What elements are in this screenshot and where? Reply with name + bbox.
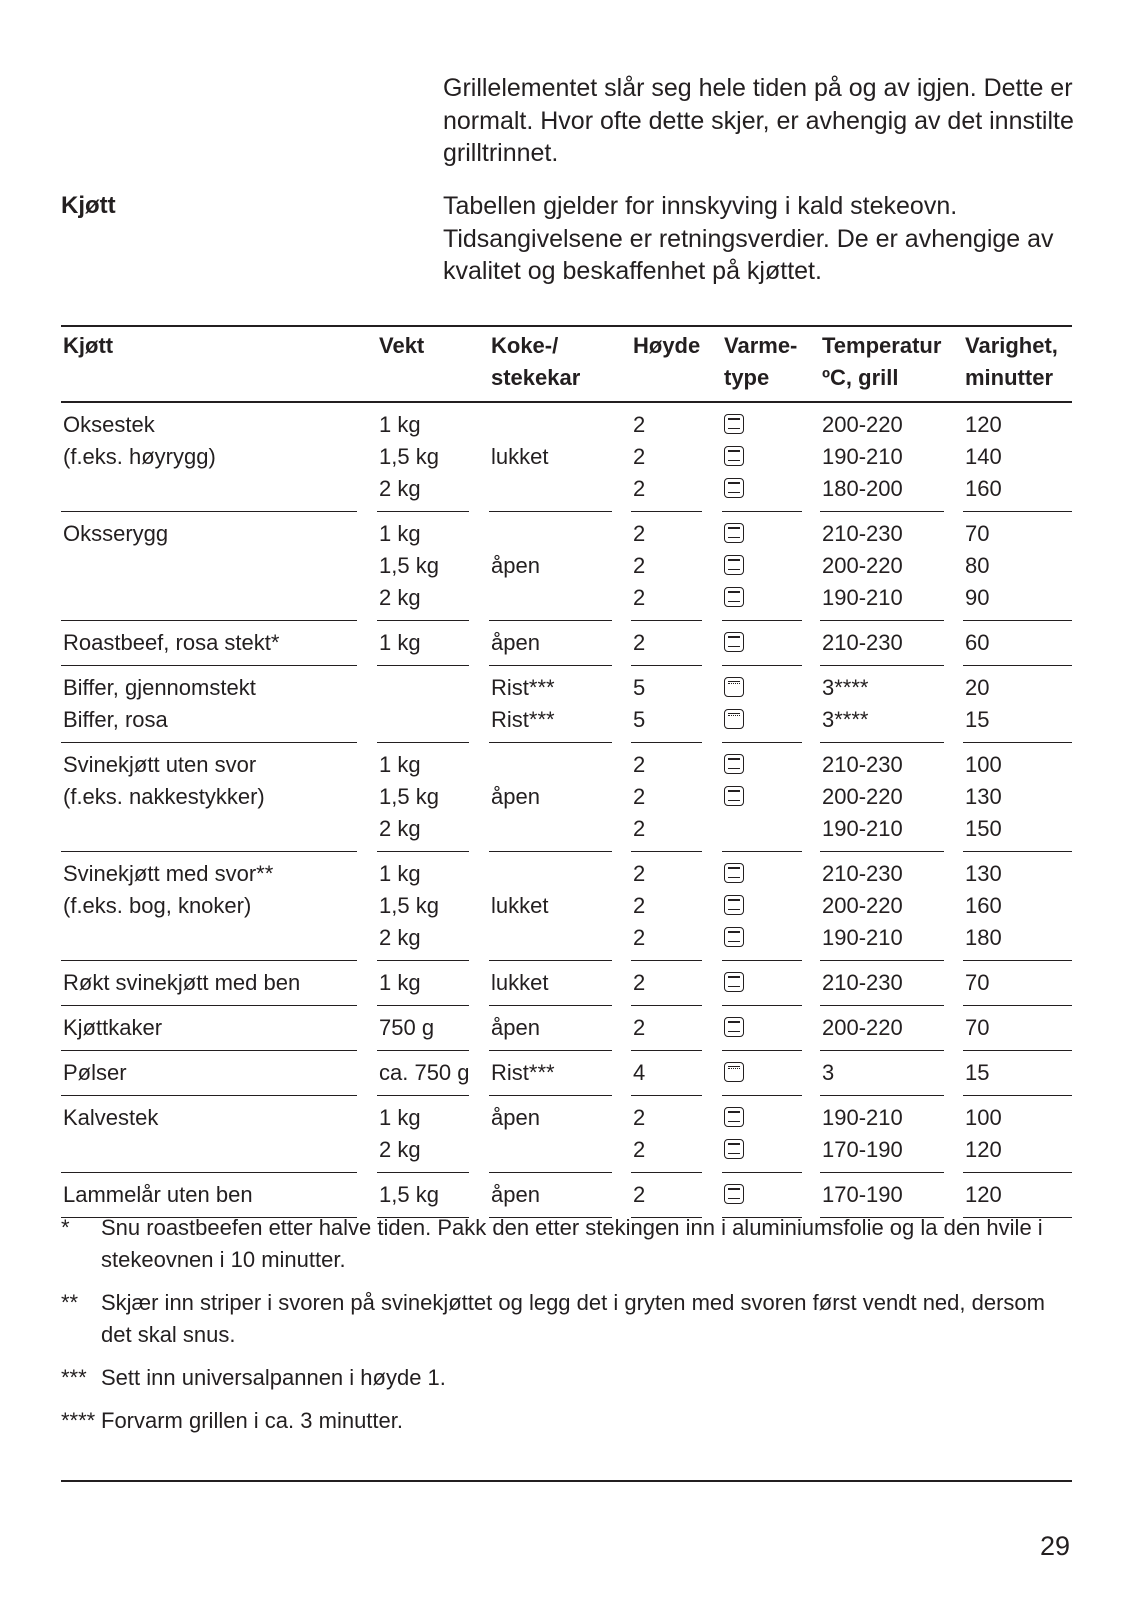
level-cell	[631, 852, 702, 961]
vessel-value	[491, 813, 612, 845]
heat-type-cell	[722, 1006, 802, 1051]
meat-value: Svinekjøtt uten svor	[63, 752, 257, 777]
weight-value: 750 g	[379, 1015, 435, 1040]
temperature-value: 210-230	[822, 630, 903, 655]
level-value: 2	[633, 553, 646, 578]
meat-cell	[61, 1006, 357, 1051]
temperature-cell	[820, 403, 944, 512]
level-value: 2	[633, 925, 646, 950]
top-bottom-heat-icon	[724, 523, 744, 543]
temperature-cell	[820, 1096, 944, 1173]
level-value: 2	[633, 1105, 646, 1130]
temperature-cell	[820, 1051, 944, 1096]
duration-cell	[963, 403, 1072, 512]
weight-value: 1 kg	[379, 1105, 421, 1130]
temperature-value: 3****	[822, 707, 869, 732]
weight-cell	[377, 666, 469, 743]
meat-cell	[61, 961, 357, 1006]
meat-cell	[61, 1051, 357, 1096]
top-bottom-heat-icon	[724, 555, 744, 575]
header-duration: Varighet, minutter	[963, 325, 1072, 403]
level-value: 2	[633, 444, 646, 469]
vessel-value: åpen	[491, 553, 540, 578]
temperature-value: 190-210	[822, 816, 903, 841]
duration-value: 60	[965, 630, 990, 655]
heat-type-cell	[722, 961, 802, 1006]
vessel-cell	[489, 621, 612, 666]
weight-value: ca. 750 g	[379, 1060, 470, 1085]
table-row	[61, 743, 1072, 852]
level-value: 2	[633, 1182, 646, 1207]
table-row	[61, 666, 1072, 743]
vessel-value	[491, 858, 612, 890]
meat-value: Roastbeef, rosa stekt*	[63, 630, 280, 655]
duration-value: 140	[965, 444, 1002, 469]
duration-value: 70	[965, 521, 990, 546]
temperature-value: 210-230	[822, 970, 903, 995]
level-cell	[631, 743, 702, 852]
duration-value: 180	[965, 925, 1002, 950]
temperature-value: 3****	[822, 675, 869, 700]
temperature-value: 190-210	[822, 925, 903, 950]
weight-cell	[377, 852, 469, 961]
vessel-value: åpen	[491, 1105, 540, 1130]
footnote	[61, 1212, 1072, 1276]
header-vessel: Koke-/ stekekar	[489, 325, 612, 403]
heat-type-cell	[722, 743, 802, 852]
table-intro-text: Tabellen gjelder for innskyving i kald stekeovn. Tidsangivelsene er retningsverdier. De er avhengige av kvalitet og beskaffenhet på kjøttet.	[443, 192, 1054, 285]
footnote-text: Snu roastbeefen etter halve tiden. Pakk den etter stekingen inn i aluminiumsfolie og la den hvile i stekeovnen i 10 minutter.	[101, 1215, 1043, 1272]
weight-cell	[377, 403, 469, 512]
weight-value	[379, 672, 469, 704]
table-body	[61, 403, 1072, 1218]
duration-value: 160	[965, 893, 1002, 918]
duration-value: 160	[965, 476, 1002, 501]
level-value: 2	[633, 630, 646, 655]
temperature-value: 200-220	[822, 412, 903, 437]
weight-value: 1 kg	[379, 630, 421, 655]
table-row	[61, 1051, 1072, 1096]
temperature-cell	[820, 512, 944, 621]
weight-cell	[377, 1096, 469, 1173]
duration-value: 150	[965, 816, 1002, 841]
heat-type-cell	[722, 403, 802, 512]
level-value: 2	[633, 1015, 646, 1040]
vessel-value	[491, 749, 612, 781]
temperature-value: 200-220	[822, 893, 903, 918]
header-temperature: Temperatur ºC, grill	[820, 325, 944, 403]
top-bottom-heat-icon	[724, 1139, 744, 1159]
vessel-cell	[489, 743, 612, 852]
temperature-cell	[820, 1006, 944, 1051]
footnote-text: Forvarm grillen i ca. 3 minutter.	[101, 1408, 403, 1433]
meat-value: Lammelår uten ben	[63, 1182, 253, 1207]
header-level: Høyde	[631, 325, 702, 403]
table-row	[61, 403, 1072, 512]
duration-cell	[963, 621, 1072, 666]
vessel-cell	[489, 403, 612, 512]
heat-type-cell	[722, 512, 802, 621]
duration-cell	[963, 666, 1072, 743]
heat-type-cell	[722, 852, 802, 961]
vessel-value: Rist***	[491, 675, 555, 700]
table-row	[61, 852, 1072, 961]
header-meat: Kjøtt	[61, 325, 357, 403]
vessel-cell	[489, 512, 612, 621]
level-value: 4	[633, 1060, 646, 1085]
meat-cell	[61, 403, 357, 512]
vessel-value	[491, 582, 612, 614]
grill-heat-icon	[724, 677, 744, 697]
weight-value: 1 kg	[379, 412, 421, 437]
grill-heat-icon	[724, 1062, 744, 1082]
vessel-cell	[489, 961, 612, 1006]
meat-cell	[61, 743, 357, 852]
duration-value: 130	[965, 861, 1002, 886]
meat-value: Kalvestek	[63, 1105, 159, 1130]
duration-value: 100	[965, 1105, 1002, 1130]
temperature-value: 170-190	[822, 1182, 903, 1207]
weight-value: 1 kg	[379, 521, 421, 546]
footnote	[61, 1405, 1072, 1437]
footnote	[61, 1287, 1072, 1351]
duration-value: 70	[965, 970, 990, 995]
vessel-cell	[489, 1051, 612, 1096]
temperature-cell	[820, 621, 944, 666]
table-row	[61, 1096, 1072, 1173]
level-value: 2	[633, 752, 646, 777]
top-bottom-heat-icon	[724, 863, 744, 883]
duration-cell	[963, 852, 1072, 961]
grill-heat-icon	[724, 709, 744, 729]
page-number: 29	[1039, 1531, 1070, 1561]
duration-value: 80	[965, 553, 990, 578]
footnote-text: Skjær inn striper i svoren på svinekjøttet og legg det i gryten med svoren først vendt ned, dersom det skal snus.	[101, 1290, 1045, 1347]
top-bottom-heat-icon	[724, 786, 744, 806]
footnote-mark: ***	[61, 1365, 87, 1390]
duration-cell	[963, 512, 1072, 621]
level-cell	[631, 666, 702, 743]
duration-value: 15	[965, 1060, 990, 1085]
weight-value: 1,5 kg	[379, 784, 439, 809]
weight-value: 2 kg	[379, 1137, 421, 1162]
vessel-value	[491, 922, 612, 954]
meat-cell	[61, 666, 357, 743]
level-value: 2	[633, 861, 646, 886]
grill-note-text: Grillelementet slår seg hele tiden på og av igjen. Dette er normalt. Hvor ofte dette skjer, er avhengig av det innstilte grilltrinnet.	[443, 74, 1074, 167]
meat-value: (f.eks. bog, knoker)	[63, 893, 252, 918]
level-cell	[631, 961, 702, 1006]
heat-type-cell	[722, 666, 802, 743]
temperature-value: 190-210	[822, 444, 903, 469]
meat-value: Kjøttkaker	[63, 1015, 163, 1040]
duration-value: 130	[965, 784, 1002, 809]
vessel-value: lukket	[491, 444, 549, 469]
bottom-rule	[61, 1480, 1072, 1482]
table-row	[61, 512, 1072, 621]
temperature-cell	[820, 743, 944, 852]
vessel-value: åpen	[491, 630, 540, 655]
vessel-cell	[489, 852, 612, 961]
weight-cell	[377, 743, 469, 852]
section-heading: Kjøtt	[61, 192, 116, 219]
top-bottom-heat-icon	[724, 754, 744, 774]
weight-value: 1,5 kg	[379, 444, 439, 469]
meat-value: Oksserygg	[63, 521, 169, 546]
vessel-cell	[489, 1006, 612, 1051]
meat-value: Oksestek	[63, 412, 155, 437]
top-bottom-heat-icon	[724, 414, 744, 434]
header-weight: Vekt	[377, 325, 469, 403]
weight-value: 1 kg	[379, 861, 421, 886]
level-cell	[631, 1096, 702, 1173]
table-row	[61, 1006, 1072, 1051]
temperature-cell	[820, 666, 944, 743]
temperature-value: 200-220	[822, 553, 903, 578]
temperature-cell	[820, 852, 944, 961]
weight-cell	[377, 1006, 469, 1051]
meat-value: (f.eks. høyrygg)	[63, 444, 216, 469]
level-value: 2	[633, 476, 646, 501]
weight-value: 1,5 kg	[379, 1182, 439, 1207]
top-bottom-heat-icon	[724, 1107, 744, 1127]
vessel-value: lukket	[491, 893, 549, 918]
meat-cell	[61, 621, 357, 666]
meat-value: Biffer, rosa	[63, 707, 168, 732]
vessel-value	[491, 409, 612, 441]
top-bottom-heat-icon	[724, 1184, 744, 1204]
duration-value: 120	[965, 412, 1002, 437]
meat-value: Røkt svinekjøtt med ben	[63, 970, 301, 995]
duration-value: 100	[965, 752, 1002, 777]
level-value: 2	[633, 1137, 646, 1162]
top-bottom-heat-icon	[724, 927, 744, 947]
heat-type-cell	[722, 1051, 802, 1096]
vessel-cell	[489, 1096, 612, 1173]
top-bottom-heat-icon	[724, 446, 744, 466]
weight-value: 2 kg	[379, 585, 421, 610]
meat-cell	[61, 512, 357, 621]
level-value: 5	[633, 707, 646, 732]
level-cell	[631, 1051, 702, 1096]
temperature-value: 200-220	[822, 784, 903, 809]
top-bottom-heat-icon	[724, 1017, 744, 1037]
duration-value: 70	[965, 1015, 990, 1040]
level-cell	[631, 512, 702, 621]
weight-value: 1,5 kg	[379, 553, 439, 578]
meat-value: Svinekjøtt med svor**	[63, 861, 274, 886]
top-bottom-heat-icon	[724, 895, 744, 915]
heat-type-cell	[722, 621, 802, 666]
vessel-value: åpen	[491, 1182, 540, 1207]
table-row	[61, 621, 1072, 666]
vessel-value	[491, 1134, 612, 1166]
temperature-value: 3	[822, 1060, 835, 1085]
duration-cell	[963, 1096, 1072, 1173]
temperature-value: 210-230	[822, 752, 903, 777]
vessel-cell	[489, 666, 612, 743]
duration-value: 90	[965, 585, 990, 610]
weight-cell	[377, 621, 469, 666]
roasting-table	[61, 325, 1072, 1218]
roasting-table-container	[61, 325, 1072, 1218]
vessel-value	[491, 518, 612, 550]
top-bottom-heat-icon	[724, 587, 744, 607]
weight-cell	[377, 961, 469, 1006]
temperature-value: 210-230	[822, 861, 903, 886]
temperature-value: 190-210	[822, 585, 903, 610]
temperature-value: 170-190	[822, 1137, 903, 1162]
table-header-row	[61, 325, 1072, 403]
level-value: 2	[633, 521, 646, 546]
weight-value: 1 kg	[379, 970, 421, 995]
footnotes	[61, 1212, 1072, 1448]
vessel-value: åpen	[491, 784, 540, 809]
weight-value: 1,5 kg	[379, 893, 439, 918]
vessel-value: åpen	[491, 1015, 540, 1040]
header-heat-type: Varme- type	[722, 325, 802, 403]
duration-value: 15	[965, 707, 990, 732]
temperature-value: 180-200	[822, 476, 903, 501]
weight-value: 2 kg	[379, 816, 421, 841]
level-value: 2	[633, 816, 646, 841]
level-value: 2	[633, 585, 646, 610]
meat-value: (f.eks. nakkestykker)	[63, 784, 265, 809]
meat-value: Biffer, gjennomstekt	[63, 675, 256, 700]
weight-cell	[377, 1051, 469, 1096]
level-value: 2	[633, 784, 646, 809]
weight-value	[379, 704, 469, 736]
heat-type-cell	[722, 1096, 802, 1173]
table-row	[61, 961, 1072, 1006]
weight-value: 1 kg	[379, 752, 421, 777]
duration-cell	[963, 1051, 1072, 1096]
footnote-text: Sett inn universalpannen i høyde 1.	[101, 1365, 446, 1390]
meat-cell	[61, 1096, 357, 1173]
temperature-value: 190-210	[822, 1105, 903, 1130]
footnote-mark: ****	[61, 1408, 96, 1433]
top-bottom-heat-icon	[724, 478, 744, 498]
footnote-mark: *	[61, 1215, 70, 1240]
duration-cell	[963, 961, 1072, 1006]
temperature-value: 210-230	[822, 521, 903, 546]
weight-value: 2 kg	[379, 925, 421, 950]
level-cell	[631, 1006, 702, 1051]
duration-cell	[963, 1006, 1072, 1051]
level-cell	[631, 621, 702, 666]
vessel-value: lukket	[491, 970, 549, 995]
vessel-value: Rist***	[491, 707, 555, 732]
top-bottom-heat-icon	[724, 632, 744, 652]
level-value: 2	[633, 893, 646, 918]
footnote-mark: **	[61, 1290, 79, 1315]
level-value: 5	[633, 675, 646, 700]
meat-cell	[61, 852, 357, 961]
duration-value: 120	[965, 1182, 1002, 1207]
weight-value: 2 kg	[379, 476, 421, 501]
level-value: 2	[633, 412, 646, 437]
duration-value: 120	[965, 1137, 1002, 1162]
weight-cell	[377, 512, 469, 621]
top-bottom-heat-icon	[724, 972, 744, 992]
footnote	[61, 1362, 1072, 1394]
vessel-value	[491, 473, 612, 505]
duration-cell	[963, 743, 1072, 852]
level-cell	[631, 403, 702, 512]
vessel-value: Rist***	[491, 1060, 555, 1085]
temperature-value: 200-220	[822, 1015, 903, 1040]
meat-value: Pølser	[63, 1060, 127, 1085]
duration-value: 20	[965, 675, 990, 700]
temperature-cell	[820, 961, 944, 1006]
level-value: 2	[633, 970, 646, 995]
